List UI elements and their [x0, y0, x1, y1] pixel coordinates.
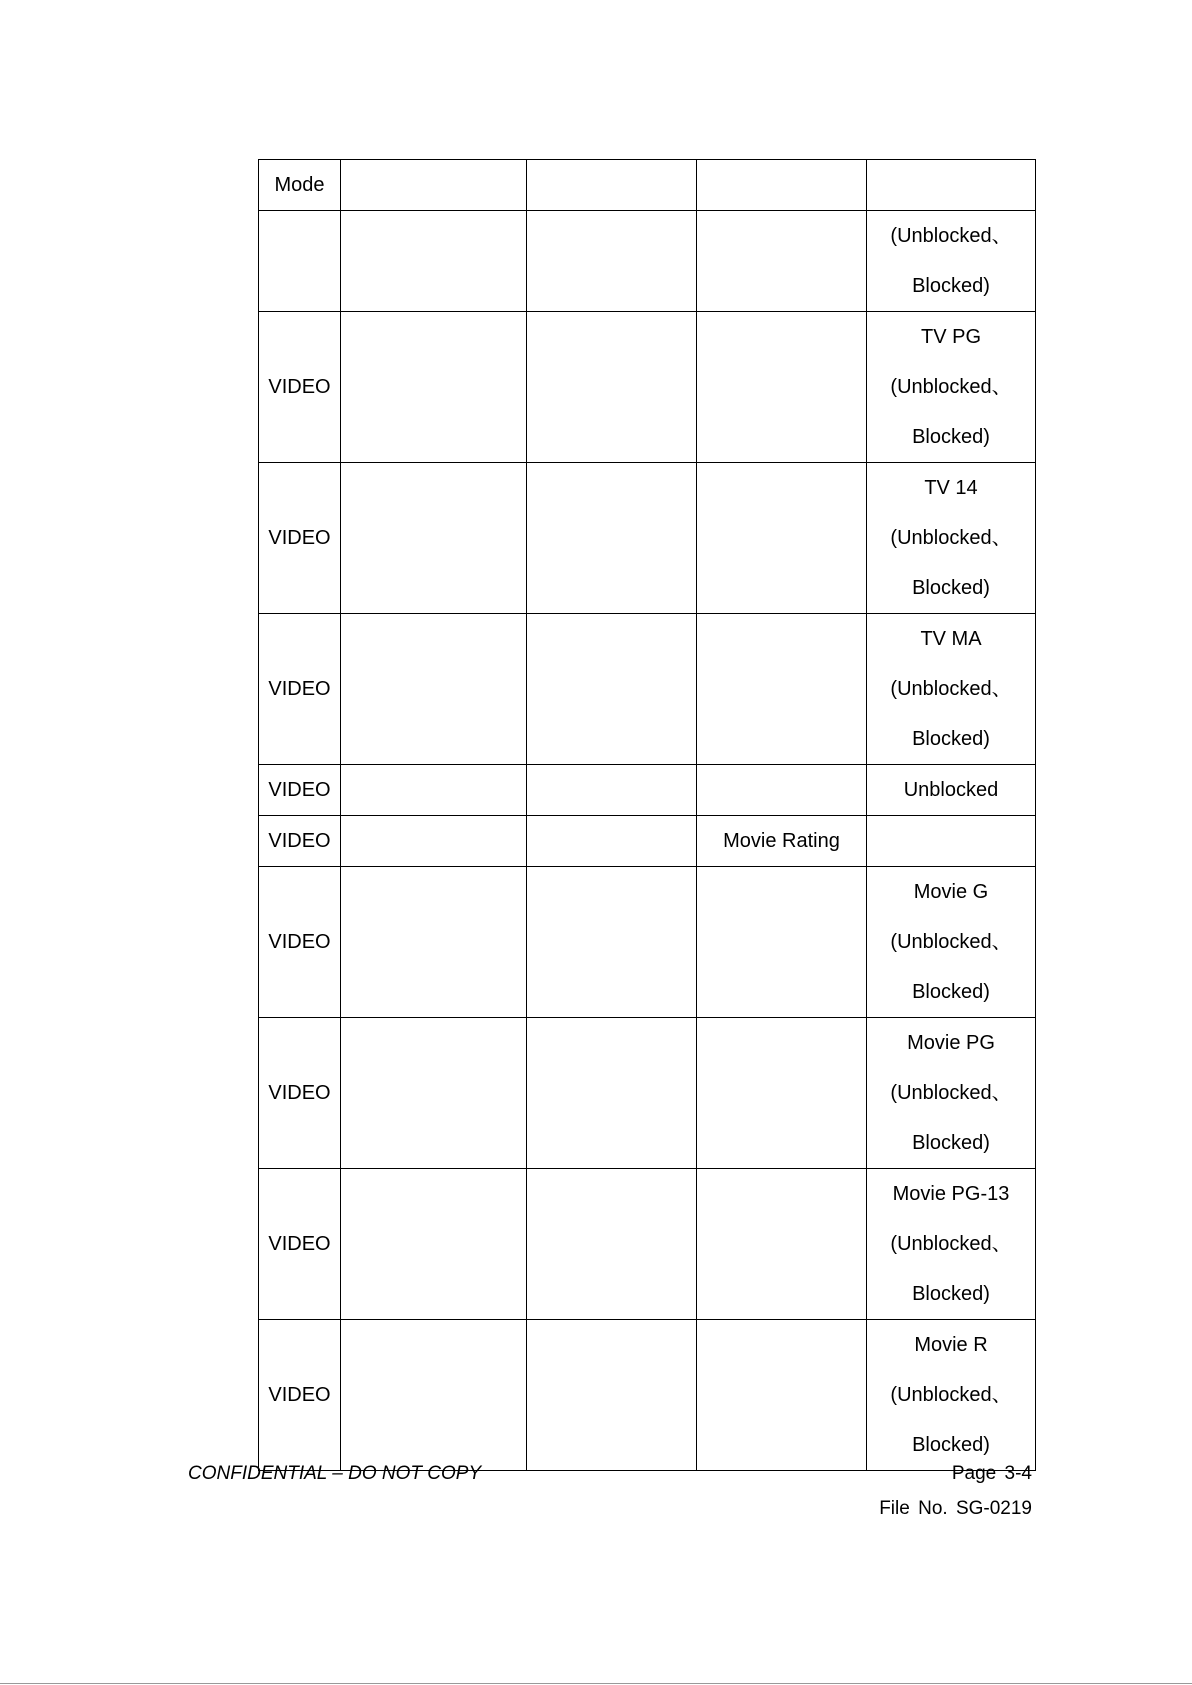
table-cell — [341, 1018, 527, 1169]
table-cell — [341, 867, 527, 1018]
table-cell — [527, 160, 697, 211]
mode-cell: VIDEO — [259, 463, 341, 614]
mode-cell: Mode — [259, 160, 341, 211]
table-row — [259, 312, 1036, 463]
table-cell — [341, 1320, 527, 1471]
table-cell — [697, 463, 867, 614]
value-cell: TV 14 (Unblocked、 Blocked) — [867, 463, 1036, 614]
value-cell: Unblocked — [867, 765, 1036, 816]
table-row — [259, 463, 1036, 614]
table-cell — [697, 614, 867, 765]
table-cell — [341, 816, 527, 867]
table-cell — [527, 765, 697, 816]
table-cell — [527, 211, 697, 312]
table-cell — [527, 312, 697, 463]
mode-cell: VIDEO — [259, 614, 341, 765]
confidential-notice: CONFIDENTIAL – DO NOT COPY — [188, 1463, 482, 1484]
settings-table — [258, 159, 1036, 1471]
mode-cell: VIDEO — [259, 1018, 341, 1169]
table-cell — [341, 1169, 527, 1320]
mode-cell: VIDEO — [259, 765, 341, 816]
value-cell: TV PG (Unblocked、 Blocked) — [867, 312, 1036, 463]
mode-cell: VIDEO — [259, 816, 341, 867]
table-cell — [697, 1169, 867, 1320]
page-number: Page 3-4 — [951, 1463, 1032, 1484]
table-cell — [341, 160, 527, 211]
value-cell: Movie PG-13 (Unblocked、 Blocked) — [867, 1169, 1036, 1320]
table-cell — [341, 765, 527, 816]
mode-cell: VIDEO — [259, 312, 341, 463]
mode-cell: VIDEO — [259, 1320, 341, 1471]
table-row — [259, 614, 1036, 765]
value-cell: Movie G (Unblocked、 Blocked) — [867, 867, 1036, 1018]
value-cell: Movie R (Unblocked、 Blocked) — [867, 1320, 1036, 1471]
table-cell — [527, 1169, 697, 1320]
value-cell — [867, 816, 1036, 867]
file-number: File No. SG-0219 — [879, 1498, 1032, 1519]
table-row — [259, 765, 1036, 816]
value-cell: (Unblocked、 Blocked) — [867, 211, 1036, 312]
table-cell — [697, 765, 867, 816]
table-cell — [341, 614, 527, 765]
value-cell: Movie PG (Unblocked、 Blocked) — [867, 1018, 1036, 1169]
table-row — [259, 160, 1036, 211]
table-cell — [697, 867, 867, 1018]
table-cell — [341, 211, 527, 312]
table-row — [259, 867, 1036, 1018]
table-row — [259, 1320, 1036, 1471]
mode-cell: VIDEO — [259, 867, 341, 1018]
table-cell — [341, 463, 527, 614]
value-cell: TV MA (Unblocked、 Blocked) — [867, 614, 1036, 765]
table-cell — [697, 211, 867, 312]
table-cell — [527, 867, 697, 1018]
table-cell — [697, 160, 867, 211]
mode-cell: VIDEO — [259, 1169, 341, 1320]
page-bottom-edge — [0, 1683, 1192, 1684]
table-cell — [697, 1018, 867, 1169]
table-cell — [341, 312, 527, 463]
table-cell — [527, 1320, 697, 1471]
value-cell — [867, 160, 1036, 211]
table-row — [259, 816, 1036, 867]
movie-rating-cell: Movie Rating — [697, 816, 867, 867]
table-cell — [697, 1320, 867, 1471]
table-row — [259, 1169, 1036, 1320]
table-cell — [527, 463, 697, 614]
table-cell — [697, 312, 867, 463]
table-row — [259, 1018, 1036, 1169]
table-cell — [527, 816, 697, 867]
table-cell — [527, 614, 697, 765]
table-row — [259, 211, 1036, 312]
table-cell — [527, 1018, 697, 1169]
mode-cell — [259, 211, 341, 312]
